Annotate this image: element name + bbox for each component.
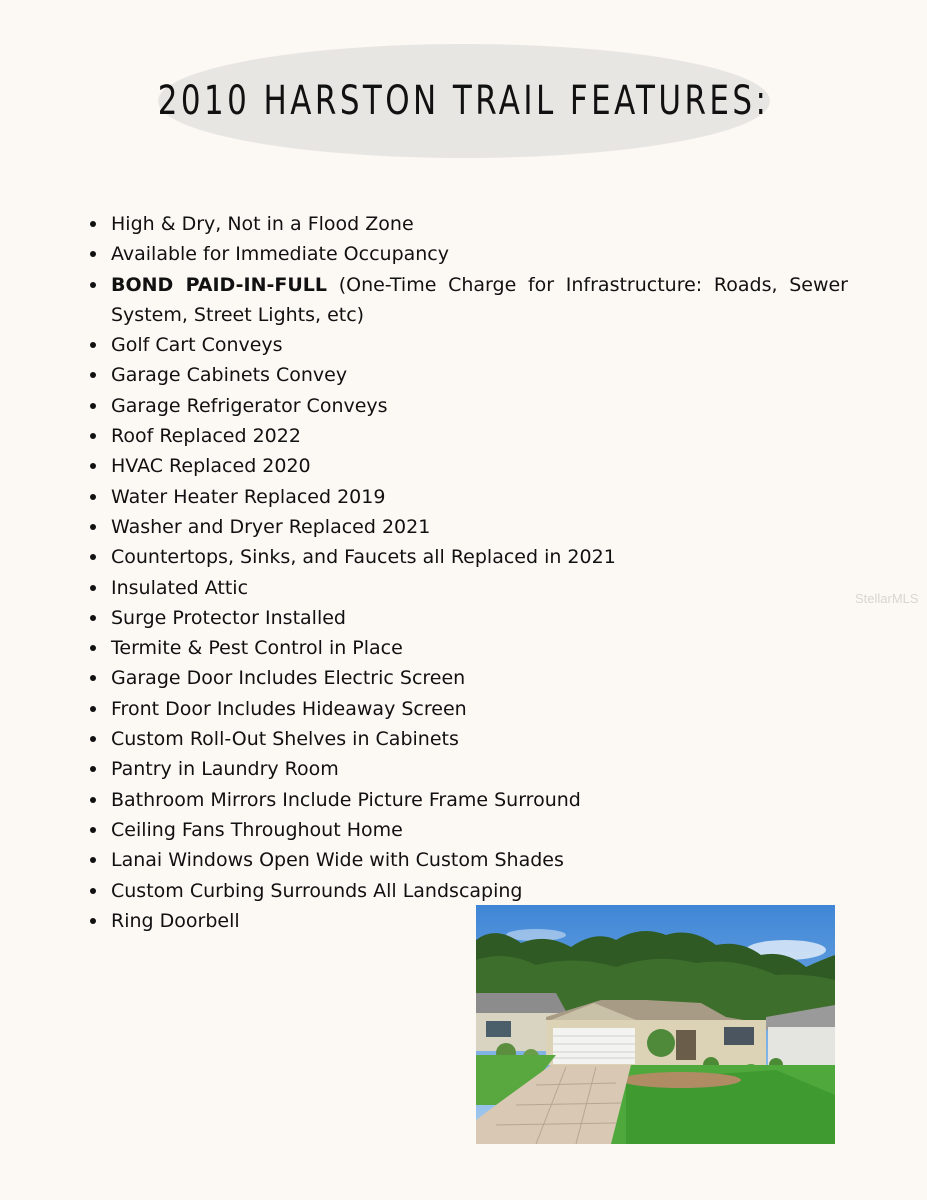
feature-item [88,482,848,512]
feature-list [88,209,848,936]
feature-item [88,724,848,754]
watermark-text: StellarMLS [855,591,919,606]
feature-text: Garage Refrigerator Conveys [111,394,388,417]
feature-text: Available for Immediate Occupancy [111,243,450,266]
feature-text: Washer and Dryer Replaced 2021 [111,515,431,538]
feature-text: Golf Cart Conveys [111,334,283,357]
feature-item [88,633,848,663]
page-title: 2010 HARSTON TRAIL FEATURES: [158,78,770,124]
feature-text: Ring Doorbell [111,909,240,932]
feature-item [88,785,848,815]
feature-item [88,512,848,542]
feature-item [88,815,848,845]
feature-item [88,573,848,603]
feature-item [88,270,848,331]
feature-item [88,603,848,633]
feature-item [88,209,848,239]
feature-text: Water Heater Replaced 2019 [111,485,386,508]
feature-text: Custom Roll-Out Shelves in Cabinets [111,728,459,751]
feature-item [88,451,848,481]
title-banner [158,44,770,158]
feature-text: Front Door Includes Hideaway Screen [111,697,467,720]
feature-text: Termite & Pest Control in Place [111,637,403,660]
feature-text: Garage Door Includes Electric Screen [111,667,466,690]
feature-item [88,360,848,390]
feature-item [88,330,848,360]
feature-item [88,845,848,875]
feature-item [88,421,848,451]
feature-item [88,542,848,572]
feature-text: Insulated Attic [111,576,249,599]
feature-text: Ceiling Fans Throughout Home [111,818,403,841]
feature-item [88,754,848,784]
house-photo [476,905,835,1144]
feature-text: Custom Curbing Surrounds All Landscaping [111,879,523,902]
feature-text: Surge Protector Installed [111,606,346,629]
feature-item [88,239,848,269]
feature-text: Countertops, Sinks, and Faucets all Replaced in 2021 [111,546,616,569]
feature-item [88,876,848,906]
feature-text: Roof Replaced 2022 [111,425,301,448]
feature-text: High & Dry, Not in a Flood Zone [111,213,414,235]
feature-item [88,391,848,421]
feature-item [88,663,848,693]
feature-text: Bathroom Mirrors Include Picture Frame Surround [111,788,581,811]
feature-text: Pantry in Laundry Room [111,758,339,781]
feature-text: Garage Cabinets Convey [111,364,348,387]
feature-text: HVAC Replaced 2020 [111,455,311,478]
feature-bold-text: BOND PAID-IN-FULL [111,273,328,296]
feature-text: (One-Time Charge for Infrastructure: Roads, Sewer System, Street Lights, etc) [111,273,848,326]
feature-text: Lanai Windows Open Wide with Custom Shades [111,849,564,872]
feature-item [88,694,848,724]
